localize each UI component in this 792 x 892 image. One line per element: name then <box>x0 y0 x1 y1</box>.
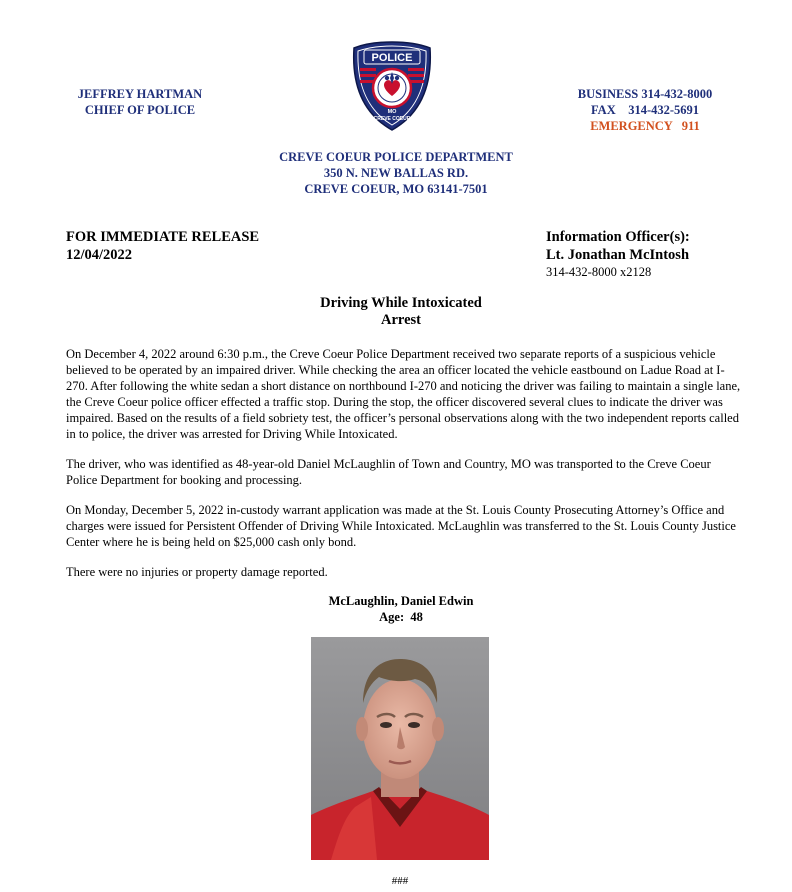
chief-title: CHIEF OF POLICE <box>84 103 196 117</box>
headline-line-2: Arrest <box>381 312 421 328</box>
information-officer-name: Lt. Jonathan McIntosh <box>546 247 690 263</box>
chief-block <box>40 86 240 118</box>
information-officer-phone: 314-432-8000 x2128 <box>546 265 652 279</box>
release-date: 12/04/2022 <box>66 247 133 263</box>
emergency-number: EMERGENCY 911 <box>590 119 700 133</box>
fax-number: FAX 314-432-5691 <box>590 103 700 117</box>
badge-state: MO <box>387 109 397 115</box>
police-badge-logo <box>350 40 434 132</box>
department-name: CREVE COEUR POLICE DEPARTMENT <box>279 150 513 164</box>
mugshot-caption <box>296 593 506 625</box>
mugshot-photo <box>311 637 489 860</box>
paragraph-4: There were no injuries or property damage reported. <box>66 565 328 579</box>
badge-city: CREVE COEUR <box>373 116 411 122</box>
release-block <box>66 228 259 264</box>
business-phone: BUSINESS 314-432-8000 <box>577 87 713 101</box>
contact-block <box>560 86 730 134</box>
chief-name: JEFFREY HARTMAN <box>77 87 203 101</box>
release-label: FOR IMMEDIATE RELEASE <box>66 229 260 245</box>
headline <box>196 295 606 329</box>
suspect-name: McLaughlin, Daniel Edwin <box>328 594 474 608</box>
suspect-age: Age: 48 <box>379 610 423 624</box>
badge-top-text: POLICE <box>371 52 413 64</box>
department-address <box>196 149 596 197</box>
headline-line-1: Driving While Intoxicated <box>320 295 482 311</box>
end-mark: ### <box>391 875 409 887</box>
article-body <box>66 346 742 594</box>
paragraph-1: On December 4, 2022 around 6:30 p.m., the Creve Coeur Police Department received two separate reports of a suspicious vehicle believed to be operated by an impaired driver. While checking the area an officer located the vehicle eastbound on Ladue Road at I-270. After following the white sedan a short distance on northbound I-270 and noticing the driver was failing to maintain a single lane, the Creve Coeur police officer effected a traffic stop. During the stop, the officer discovered several clues to indicate the driver was impaired. Based on the results of a field sobriety test, the officer’s personal observations along with the two independent reports called in to police, the driver was arrested for Driving While Intoxicated. <box>66 347 741 441</box>
information-officer-block <box>546 228 690 281</box>
department-city: CREVE COEUR, MO 63141-7501 <box>304 182 488 196</box>
information-officer-label: Information Officer(s): <box>546 229 690 245</box>
paragraph-2: The driver, who was identified as 48-year-old Daniel McLaughlin of Town and Country, MO was transported to the Creve Coeur Police Department for booking and processing. <box>66 457 711 487</box>
department-street: 350 N. NEW BALLAS RD. <box>323 166 469 180</box>
paragraph-3: On Monday, December 5, 2022 in-custody warrant application was made at the St. Louis County Prosecuting Attorney’s Office and charges were issued for Persistent Offender of Driving While Intoxicated. McLaughlin was transferred to the St. Louis County Justice Center where he is being held on $25,000 cash only bond. <box>66 503 736 549</box>
